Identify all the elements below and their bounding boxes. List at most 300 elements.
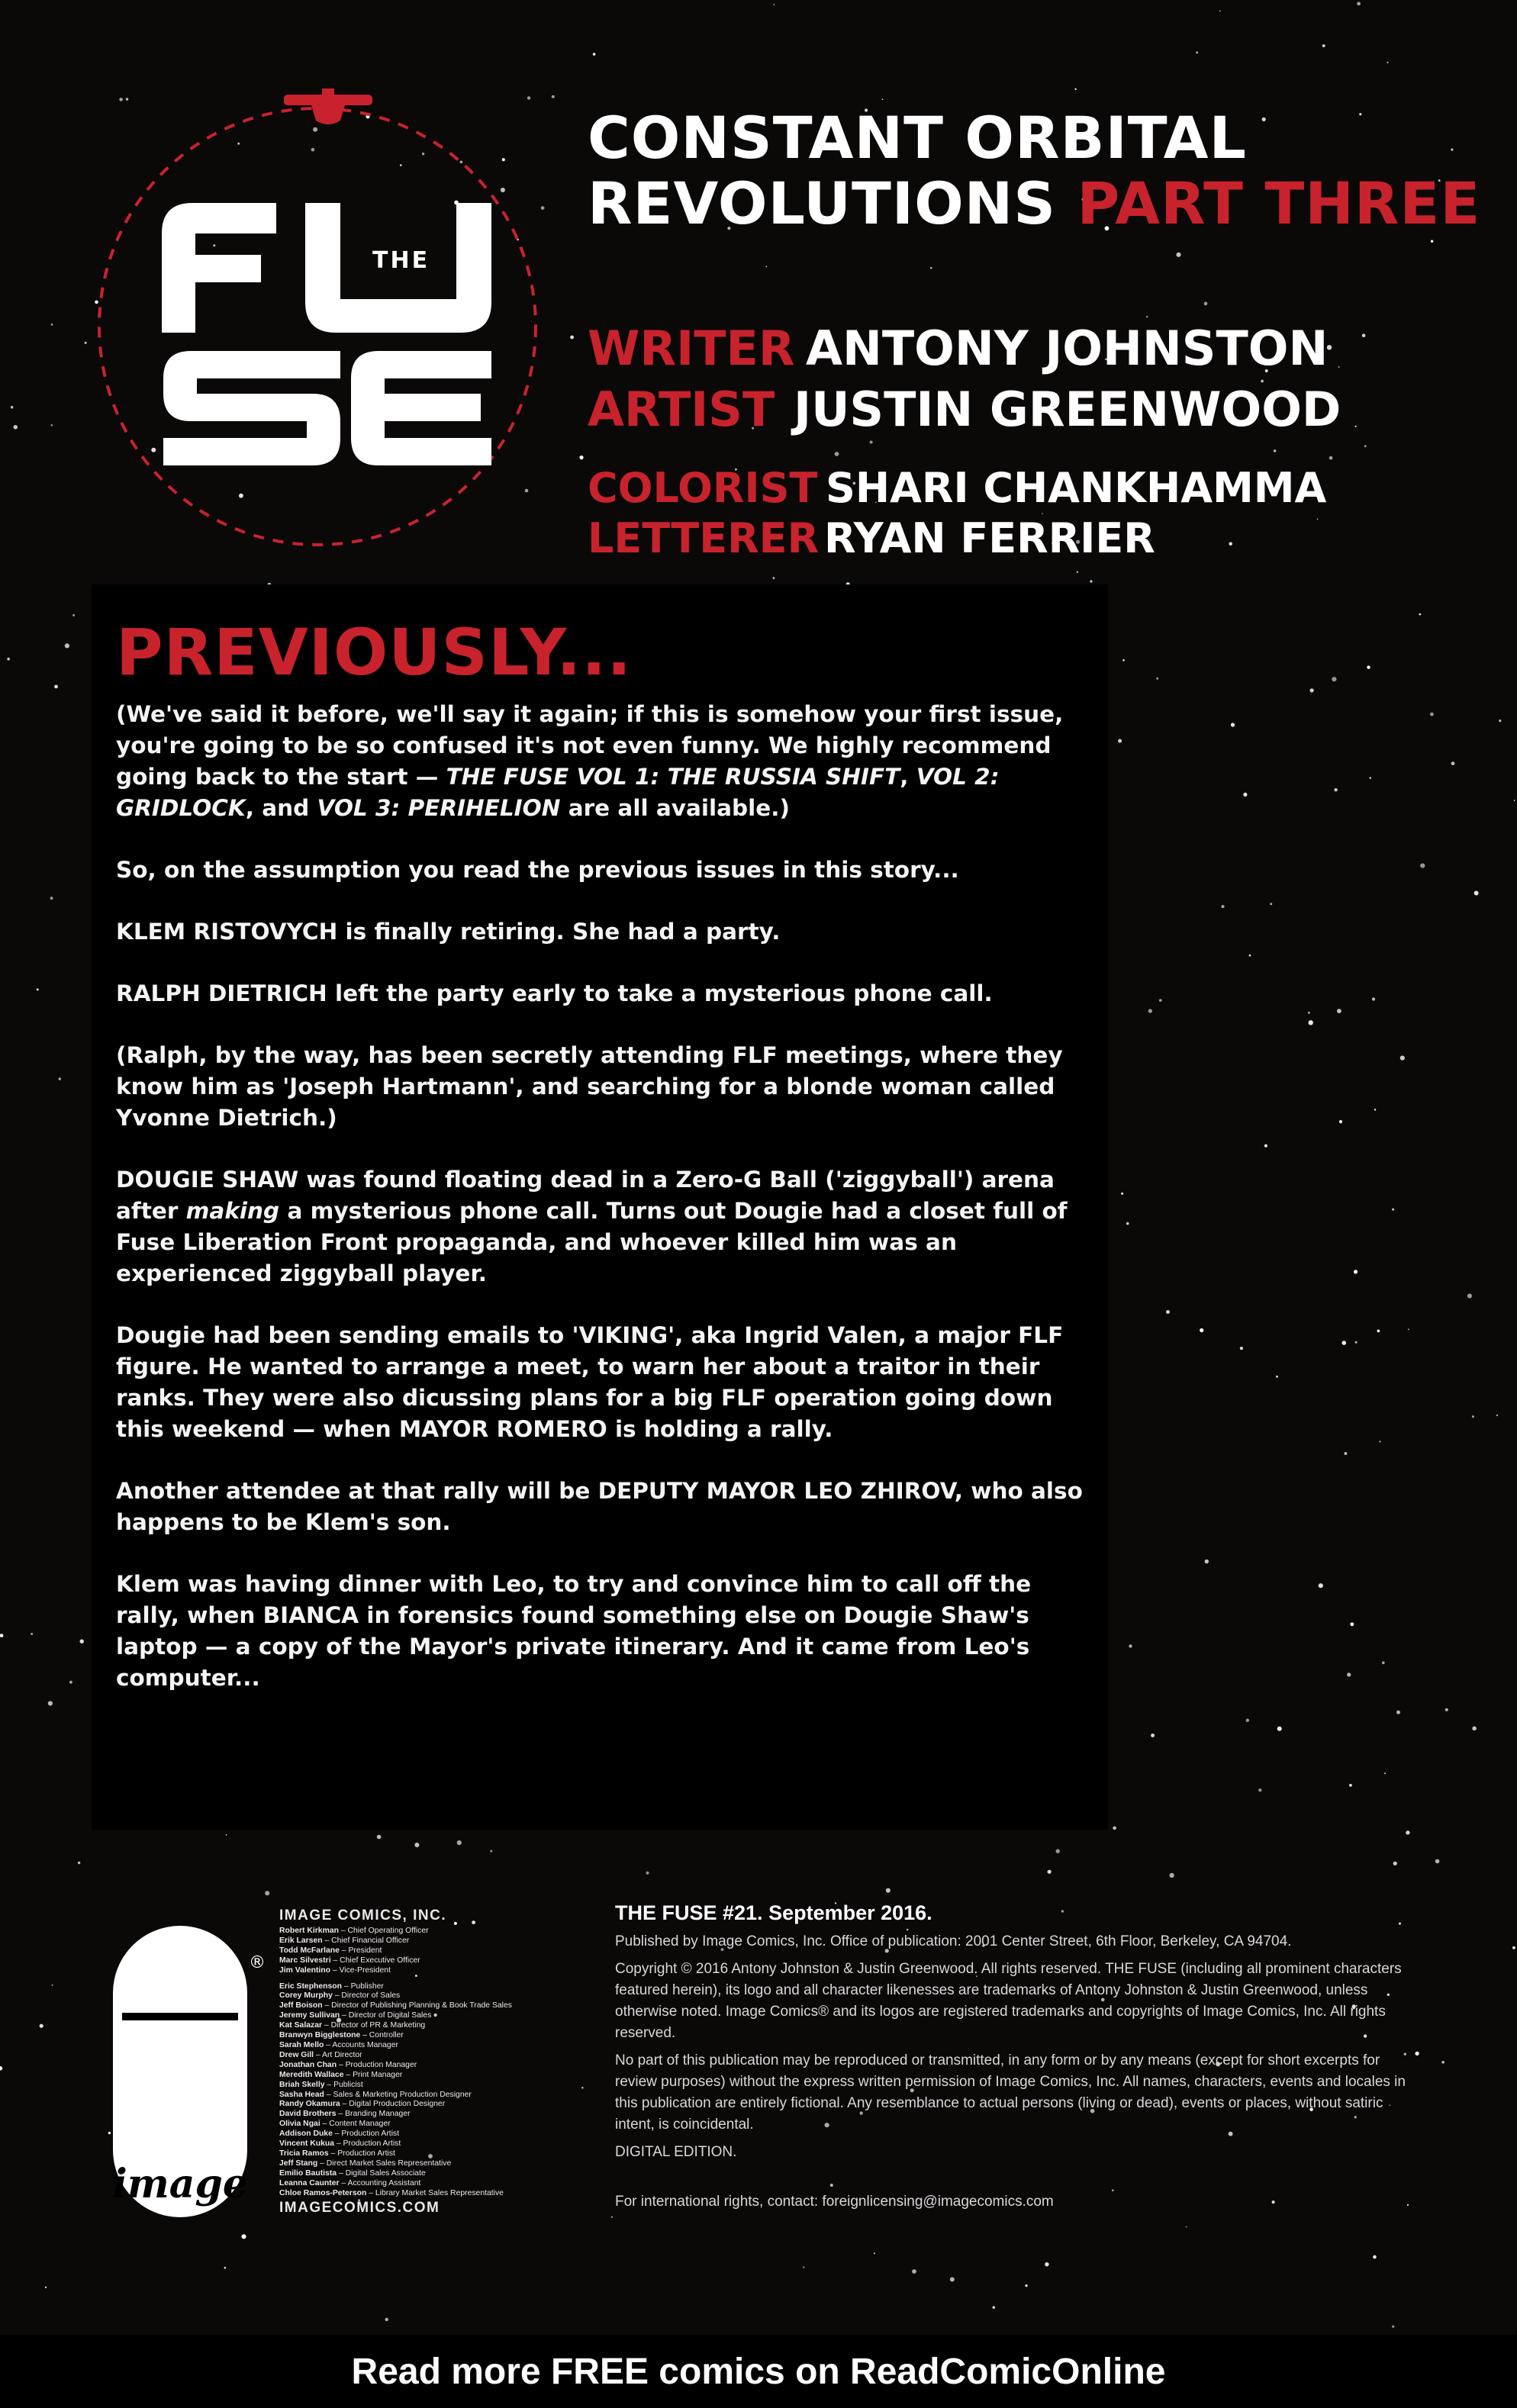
star <box>0 1634 3 1637</box>
staff-separator: – <box>322 2021 331 2030</box>
staff-member-title: Branding Manager <box>345 2110 411 2119</box>
credit-role: COLORIST <box>588 464 818 512</box>
credit-name: ANTONY JOHNSTON <box>806 320 1329 376</box>
staff-member <box>279 2189 562 2199</box>
staff-member <box>279 2021 562 2031</box>
staff-member <box>279 1982 562 1992</box>
staff-member-name: Chloe Ramos-Peterson <box>279 2188 367 2197</box>
image-logo-text: image <box>112 2161 248 2207</box>
reproduction-notice: No part of this publication may be reproduced or transmitted, in any form or by any means (except for short excerpts for review purposes) without the express written permission of Image Comics, Inc. All names, characters, events and locales in this publication are entirely fictional. Any resemblance to actual persons (living or dead), events or places, without satiric intent, is coincidental. <box>615 2052 1406 2133</box>
star <box>224 2267 227 2269</box>
staff-member <box>279 1946 562 1956</box>
star <box>1129 1644 1132 1647</box>
staff-separator: – <box>322 2001 332 2010</box>
staff-member <box>279 2139 562 2149</box>
star <box>50 897 53 900</box>
staff-member <box>279 1966 562 1976</box>
star <box>1372 997 1375 1000</box>
star <box>1204 302 1208 306</box>
staff-member <box>279 2169 562 2179</box>
staff-member-title: Director of Sales <box>341 1991 401 2001</box>
story-title-line1: CONSTANT ORBITAL <box>588 104 1247 172</box>
staff-member <box>279 2100 562 2110</box>
staff-member-name: Eric Stephenson <box>279 1981 342 1991</box>
staff-member-name: Drew Gill <box>279 2050 314 2059</box>
star <box>835 452 839 456</box>
star <box>31 1633 33 1635</box>
star <box>65 643 69 648</box>
star <box>1344 1452 1347 1455</box>
star <box>385 2318 388 2321</box>
star <box>1186 2226 1187 2228</box>
staff-member-name: Jeremy Sullivan <box>279 2011 340 2020</box>
staff-member-name: Emilio Bautista <box>279 2168 337 2178</box>
star <box>1415 2052 1419 2055</box>
staff-member <box>279 2159 562 2169</box>
staff-separator: – <box>324 2040 333 2049</box>
staff-separator: – <box>340 2011 349 2020</box>
staff-member-title: Accounting Assistant <box>347 2178 421 2187</box>
staff-member-name: Briah Skelly <box>279 2080 325 2089</box>
star <box>1249 955 1251 957</box>
staff-separator: – <box>366 2188 375 2197</box>
star <box>1196 51 1198 53</box>
star <box>1077 571 1078 573</box>
staff-member-title: Chief Executive Officer <box>340 1956 420 1965</box>
star <box>69 1681 72 1684</box>
recap-paragraph: So, on the assumption you read the previous issues in this story... <box>116 857 959 883</box>
recap-text: (We've said it before, we'll say it again; if this is somehow your first issue, you're going to be so confused it's not even funny. We highly recommend going back to the start — <box>116 701 1064 790</box>
star <box>48 1701 53 1705</box>
staff-groups <box>279 1927 562 2198</box>
recap-paragraph: Klem was having dinner with Leo, to try and convince him to call off the rally, when BIANCA in forensics found something else on Dougie Shaw's laptop — a copy of the Mayor's private itinerary. And it came from Leo's computer... <box>116 1571 1032 1691</box>
star <box>377 1835 382 1840</box>
star <box>1431 240 1433 243</box>
star <box>1322 44 1325 47</box>
issue-info: THE FUSE #21. September 2016. <box>615 1901 932 1924</box>
staff-member-name: Addison Duke <box>279 2130 333 2139</box>
star <box>0 2066 2 2071</box>
staff-member-title: Controller <box>369 2031 404 2040</box>
staff-member <box>279 1956 562 1966</box>
star <box>1349 1784 1352 1787</box>
story-title <box>588 105 1480 237</box>
star <box>803 2266 804 2268</box>
recap-paragraph: Dougie had been sending emails to 'VIKING', aka Ingrid Valen, a major FLF figure. He wanted to arrange a meet, to warn her about a traitor in their ranks. They were also dicussing plans for a big FLF operation going down this weekend — when MAYOR ROMERO is holding a rally. <box>116 1322 1064 1442</box>
star <box>126 98 128 100</box>
star <box>541 206 545 210</box>
staff-member-name: Robert Kirkman <box>279 1927 339 1935</box>
recap-book-title: VOL 3: PERIHELION <box>317 795 561 821</box>
star <box>1377 1330 1380 1333</box>
star <box>593 53 596 56</box>
star <box>1392 1209 1394 1211</box>
staff-member <box>279 2001 562 2011</box>
staff-member <box>279 2041 562 2051</box>
recap-book-title: VOL 2: GRIDLOCK <box>116 764 1000 821</box>
spaceship-icon <box>284 89 372 131</box>
recap-text: a mysterious phone call. Turns out Dougie had a closet full of Fuse Liberation Front propaganda, and whoever killed him was an experienced ziggyball player. <box>116 1198 1068 1286</box>
staff-member-name: Corey Murphy <box>279 1991 333 2001</box>
star <box>1276 1376 1278 1378</box>
credit-writer <box>588 320 1328 376</box>
previously-body <box>116 699 1100 1724</box>
staff-separator: – <box>342 1981 351 1991</box>
star <box>1355 1341 1358 1344</box>
staff-member <box>279 2120 562 2130</box>
recap-text: DOUGIE SHAW was found floating dead in a Zero-G Ball ('ziggyball') arena after <box>116 1167 1055 1224</box>
staff-member-name: Olivia Ngai <box>279 2120 320 2129</box>
star <box>1451 761 1455 765</box>
star <box>1338 366 1340 368</box>
star <box>1430 713 1434 716</box>
staff-member-name: Erik Larsen <box>279 1936 323 1945</box>
star <box>7 658 10 661</box>
staff-member <box>279 2149 562 2159</box>
publication-indicia <box>615 1901 1409 2210</box>
staff-member-title: Art Director <box>322 2050 362 2059</box>
staff-separator: – <box>333 2139 343 2149</box>
star <box>1408 1328 1409 1330</box>
credit-artist <box>588 381 1341 437</box>
star <box>51 324 53 326</box>
star <box>882 98 884 100</box>
staff-separator: – <box>324 2080 334 2089</box>
credit-role: ARTIST <box>588 381 775 437</box>
star <box>1379 1441 1380 1442</box>
star <box>78 1862 80 1864</box>
rights-contact: For international rights, contact: foreignlicensing@imagecomics.com <box>615 2194 1054 2210</box>
star <box>1384 1772 1386 1774</box>
star <box>1419 613 1421 616</box>
star <box>950 2278 955 2282</box>
staff-member <box>279 2179 562 2189</box>
recap-text: are all available.) <box>560 795 790 821</box>
promo-banner[interactable] <box>0 2335 1517 2408</box>
star <box>1387 62 1388 63</box>
star <box>611 2216 613 2218</box>
staff-separator: – <box>340 2100 349 2109</box>
staff-separator: – <box>339 2178 348 2187</box>
staff-member-title: Production Manager <box>345 2060 417 2069</box>
staff-separator: – <box>330 1956 340 1965</box>
star <box>1317 519 1319 520</box>
star <box>1382 1662 1385 1665</box>
staff-member-title: Production Artist <box>341 2130 400 2139</box>
recap-paragraph: RALPH DIETRICH left the party early to take a mysterious phone call. <box>116 980 993 1006</box>
star <box>1334 788 1337 791</box>
star <box>414 1843 419 1847</box>
staff-member-title: Print Manager <box>353 2070 403 2079</box>
staff-member-name: Leanna Caunter <box>279 2178 340 2187</box>
star <box>773 577 775 579</box>
star <box>1045 2262 1048 2266</box>
staff-member <box>279 2130 562 2139</box>
staff-member-name: Jim Valentino <box>279 1965 330 1975</box>
star <box>1156 678 1158 680</box>
star <box>1332 677 1336 681</box>
staff-separator: – <box>332 1991 342 2001</box>
staff-member-name: Meredith Wallace <box>279 2070 344 2079</box>
star <box>1337 1009 1341 1013</box>
star <box>1355 426 1357 427</box>
staff-group-gap <box>279 1976 562 1982</box>
staff-member-title: Publisher <box>350 1981 384 1991</box>
staff-member-title: Sales & Marketing Production Designer <box>333 2090 472 2099</box>
star <box>1270 903 1272 905</box>
staff-member-title: Digital Sales Associate <box>345 2168 426 2178</box>
copyright-notice: Copyright © 2016 Antony Johnston & Justin Greenwood. All rights reserved. THE FUSE (including all prominent characters featured herein), its logo and all character likenesses are trademarks of Antony Johnston & Justin Greenwood, unless otherwise noted. Image Comics® and its logos are registered trademarks and copyrights of Image Comics, Inc. All rights reserved. <box>615 1961 1402 2041</box>
logo-letter-e <box>351 351 491 465</box>
star <box>1121 1193 1123 1195</box>
star <box>1159 999 1162 1002</box>
star <box>1435 1859 1440 1864</box>
star <box>1246 1719 1249 1722</box>
star <box>774 4 775 5</box>
credit-role: LETTERER <box>588 514 820 562</box>
staff-member-title: Chief Financial Officer <box>331 1936 410 1945</box>
registered-mark: ® <box>249 1953 266 1972</box>
star <box>1350 1622 1354 1626</box>
star <box>1148 1009 1152 1012</box>
staff-separator: – <box>328 2149 338 2158</box>
star <box>85 342 87 344</box>
previously-heading: PREVIOUSLY... <box>116 615 633 690</box>
star <box>1240 1347 1243 1350</box>
star <box>1373 2255 1377 2259</box>
star <box>1472 1415 1474 1418</box>
logo-letter-s <box>163 351 340 465</box>
star <box>1441 2061 1445 2064</box>
star <box>1146 316 1148 317</box>
staff-member-name: Todd McFarlane <box>279 1946 340 1955</box>
star <box>1420 864 1425 868</box>
staff-separator: – <box>336 2110 346 2119</box>
logo-letter-f <box>162 203 276 333</box>
star <box>1364 445 1367 447</box>
star <box>1243 793 1247 797</box>
staff-member-name: David Brothers <box>279 2110 337 2119</box>
star <box>14 425 18 430</box>
star <box>1342 1341 1347 1345</box>
star <box>993 2306 996 2309</box>
staff-member-title: President <box>348 1946 382 1955</box>
staff-separator: – <box>332 2130 342 2139</box>
staff-member-title: Director of Digital Sales <box>348 2011 432 2020</box>
star <box>1406 1830 1409 1834</box>
star <box>1025 2284 1027 2287</box>
star <box>1048 1870 1052 1874</box>
star <box>50 424 53 427</box>
publisher-website: IMAGECOMICS.COM <box>279 2200 440 2216</box>
star <box>886 1888 891 1893</box>
star <box>1258 1788 1261 1792</box>
image-comics-logo <box>110 1923 250 2220</box>
star <box>1205 1560 1209 1563</box>
publisher-name: IMAGE COMICS, INC. <box>279 1907 447 1924</box>
star <box>1231 723 1235 726</box>
staff-member-name: Branwyn Bigglestone <box>279 2031 361 2040</box>
promo-banner-text[interactable]: Read more FREE comics on ReadComicOnline <box>351 2351 1166 2392</box>
recap-text: , <box>900 764 916 790</box>
star <box>37 989 39 991</box>
star <box>1122 659 1125 662</box>
star <box>1090 580 1092 582</box>
recap-paragraph: (Ralph, by the way, has been secretly attending FLF meetings, where they know him as 'Joseph Hartmann', and searching for a blonde woman called Yvonne Dietrich.) <box>116 1042 1063 1131</box>
star <box>72 614 75 616</box>
staff-member-name: Sarah Mello <box>279 2040 324 2049</box>
star <box>912 2269 916 2274</box>
star <box>1472 1727 1477 1731</box>
star <box>1309 1020 1313 1025</box>
staff-separator: – <box>338 1927 348 1935</box>
star <box>1354 1270 1358 1273</box>
staff-member-title: Library Market Sales Representative <box>375 2188 504 2197</box>
staff-member <box>279 1991 562 2001</box>
staff-separator: – <box>324 2090 333 2099</box>
star <box>40 2024 43 2028</box>
star <box>1499 720 1501 722</box>
star <box>1329 456 1333 460</box>
staff-member <box>279 2081 562 2091</box>
star <box>1474 891 1479 896</box>
star <box>241 2234 246 2239</box>
star <box>1170 1873 1174 1878</box>
star <box>1200 1328 1203 1332</box>
star <box>490 1850 492 1853</box>
staff-member-title: Vice-President <box>339 1965 391 1975</box>
staff-member-title: Content Manager <box>329 2120 391 2129</box>
star <box>1362 333 1366 337</box>
staff-separator: – <box>339 1946 349 1955</box>
star <box>1310 688 1314 692</box>
star <box>1274 449 1277 452</box>
previously-panel <box>92 584 1108 1830</box>
staff-member-name: Jeff Boison <box>279 2001 323 2010</box>
staff-separator: – <box>322 1936 332 1945</box>
recap-paragraph: KLEM RISTOVYCH is finally retiring. She had a party. <box>116 919 781 945</box>
staff-member-title: Director of PR & Marketing <box>330 2021 426 2030</box>
star <box>1496 1415 1498 1416</box>
staff-member <box>279 2011 562 2021</box>
staff-member <box>279 1936 562 1946</box>
staff-member-name: Jeff Stang <box>279 2159 318 2168</box>
star <box>1347 1672 1351 1676</box>
staff-member-title: Digital Production Designer <box>349 2100 446 2109</box>
publisher-staff-list <box>279 1907 562 2216</box>
star <box>1222 905 1225 908</box>
staff-separator: – <box>317 2159 327 2168</box>
star <box>1319 1583 1323 1588</box>
staff-member-title: Production Artist <box>343 2139 401 2149</box>
star <box>870 441 873 444</box>
star <box>1445 1708 1448 1711</box>
star <box>45 2287 47 2288</box>
staff-member-name: Sasha Head <box>279 2090 324 2099</box>
staff-member-name: Jonathan Chan <box>279 2060 337 2069</box>
star <box>1166 1310 1170 1314</box>
story-title-line2: REVOLUTIONS <box>588 169 1057 237</box>
star <box>1374 1109 1376 1110</box>
star <box>59 1077 61 1080</box>
star <box>1118 739 1122 743</box>
star <box>54 685 58 689</box>
star <box>1176 253 1180 257</box>
staff-member <box>279 2110 562 2120</box>
recap-emphasis: making <box>185 1198 280 1224</box>
staff-separator: – <box>343 2070 353 2079</box>
publication-office: Published by Image Comics, Inc. Office of publication: 2001 Center Street, 6th Floor, Berkeley, CA 94704. <box>615 1933 1292 1949</box>
credit-role: WRITER <box>588 320 795 376</box>
staff-member-name: Vincent Kukua <box>279 2139 334 2149</box>
staff-member <box>279 2061 562 2071</box>
credit-name: RYAN FERRIER <box>824 514 1155 562</box>
edition-label: DIGITAL EDITION. <box>615 2144 737 2160</box>
staff-member-name: Marc Silvestri <box>279 1956 331 1965</box>
credit-name: JUSTIN GREENWOOD <box>794 381 1341 437</box>
star <box>766 266 768 268</box>
star <box>1367 665 1370 668</box>
star <box>119 98 123 101</box>
star <box>226 1834 227 1836</box>
credit-letterer <box>588 514 1155 562</box>
star <box>1396 1711 1400 1714</box>
staff-member <box>279 2031 562 2041</box>
staff-member <box>279 2071 562 2081</box>
recap-paragraph: Another attendee at that rally will be DEPUTY MAYOR LEO ZHIROV, who also happens to be Klem's son. <box>116 1478 1083 1535</box>
star <box>1308 1012 1310 1014</box>
star <box>457 1840 462 1845</box>
credit-colorist <box>588 464 1326 512</box>
credit-name: SHARI CHANKHAMMA <box>826 464 1327 512</box>
staff-member-title: Production Artist <box>337 2149 395 2158</box>
star <box>1369 777 1371 779</box>
staff-member-title: Director of Publishing Planning & Book Trade Sales <box>331 2001 512 2010</box>
staff-separator: – <box>330 1965 340 1975</box>
star <box>570 336 574 340</box>
star <box>1056 1849 1060 1853</box>
star <box>646 1872 649 1875</box>
star <box>1229 542 1232 546</box>
star <box>1393 1862 1397 1866</box>
star <box>80 1640 84 1643</box>
star <box>1277 1727 1282 1731</box>
star <box>265 1891 269 1895</box>
staff-member-title: Publicist <box>333 2080 363 2089</box>
logo-the-text: THE <box>372 247 430 274</box>
star <box>527 96 530 99</box>
star <box>1264 1144 1267 1148</box>
star <box>581 2087 583 2088</box>
star <box>1512 1946 1515 1949</box>
staff-member-title: Chief Operating Officer <box>347 1927 429 1935</box>
staff-member-name: Randy Okamura <box>279 2100 340 2109</box>
recap-book-title: THE FUSE VOL 1: THE RUSSIA SHIFT <box>446 764 900 790</box>
star <box>1467 1294 1472 1299</box>
recap-paragraph <box>116 1164 1100 1289</box>
star <box>552 95 555 98</box>
story-part-label: PART THREE <box>1077 169 1481 237</box>
star <box>1151 1734 1155 1737</box>
staff-member <box>279 2051 562 2061</box>
staff-member-title: Accounts Manager <box>332 2040 398 2049</box>
star <box>1113 1827 1116 1830</box>
staff-separator: – <box>337 2168 346 2178</box>
recap-paragraph <box>116 699 1100 824</box>
staff-member-title: Direct Market Sales Representative <box>326 2159 452 2168</box>
star <box>1514 800 1515 801</box>
staff-separator: – <box>320 2120 330 2129</box>
